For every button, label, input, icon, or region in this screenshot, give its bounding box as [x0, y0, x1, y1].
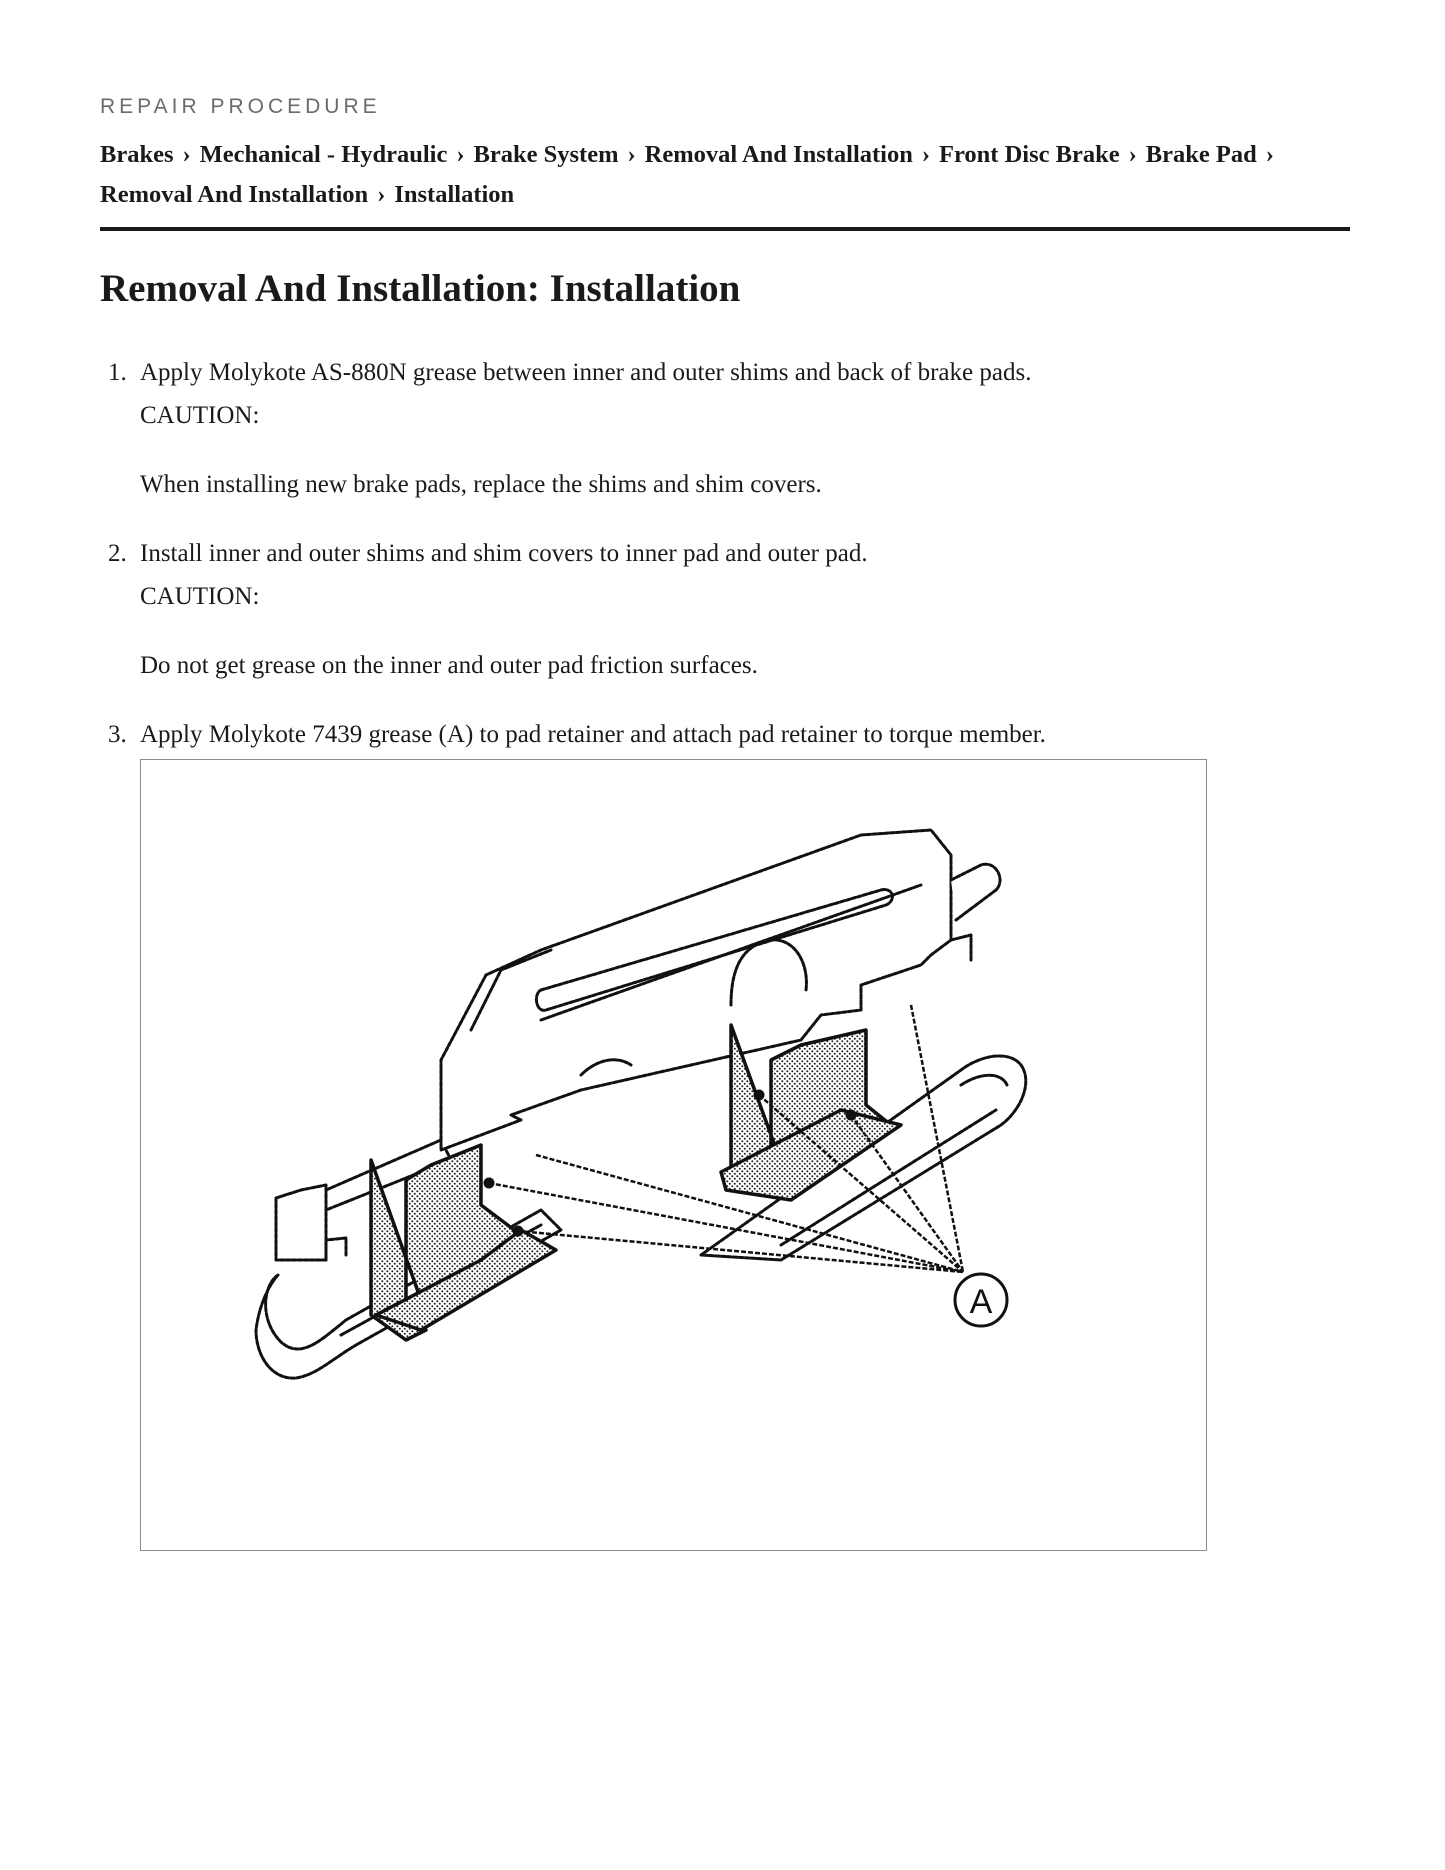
- step-text: Apply Molykote 7439 grease (A) to pad retainer and attach pad retainer to torque member.: [140, 721, 1046, 748]
- step-number: 3.: [108, 721, 127, 748]
- caution-text: When installing new brake pads, replace the shims and shim covers.: [140, 471, 822, 498]
- caution-label: CAUTION:: [140, 402, 260, 429]
- procedure-step-1: [100, 351, 1350, 506]
- breadcrumb-separator: ›: [182, 141, 191, 168]
- breadcrumb-item-current: Installation: [394, 181, 515, 208]
- breadcrumb-item[interactable]: Mechanical - Hydraulic: [199, 141, 448, 168]
- procedure-step-2: [100, 532, 1350, 687]
- breadcrumb-item[interactable]: Brake System: [473, 141, 619, 168]
- caution-label: CAUTION:: [140, 583, 260, 610]
- brake-pad-retainer-illustration-icon: [141, 760, 1205, 1549]
- procedure-step-3: [100, 713, 1350, 1551]
- breadcrumb-separator: ›: [1265, 141, 1274, 168]
- step-number: 2.: [108, 540, 127, 567]
- breadcrumb-separator: ›: [921, 141, 931, 168]
- breadcrumb-separator: ›: [627, 141, 636, 168]
- step-text: Install inner and outer shims and shim covers to inner pad and outer pad.: [140, 540, 868, 567]
- breadcrumb-separator: ›: [377, 181, 386, 208]
- breadcrumb-item[interactable]: Removal And Installation: [644, 141, 913, 168]
- breadcrumb-item[interactable]: Brakes: [100, 141, 174, 168]
- breadcrumb: [100, 135, 1345, 215]
- breadcrumb-item[interactable]: Front Disc Brake: [939, 141, 1120, 168]
- step-text: Apply Molykote AS-880N grease between inner and outer shims and back of brake pads.: [140, 359, 1032, 386]
- caution-text: Do not get grease on the inner and outer pad friction surfaces.: [140, 652, 758, 679]
- pad-retainer-figure: [140, 759, 1207, 1551]
- procedure-steps: [100, 351, 1350, 1551]
- page-title: Removal And Installation: Installation: [100, 267, 741, 310]
- header-divider: [100, 227, 1350, 231]
- breadcrumb-separator: ›: [456, 141, 465, 168]
- breadcrumb-separator: ›: [1128, 141, 1137, 168]
- breadcrumb-item[interactable]: Removal And Installation: [100, 181, 369, 208]
- breadcrumb-item[interactable]: Brake Pad: [1145, 141, 1257, 168]
- callout-label: A: [969, 1283, 993, 1321]
- section-kicker: REPAIR PROCEDURE: [100, 95, 381, 118]
- step-number: 1.: [108, 359, 127, 386]
